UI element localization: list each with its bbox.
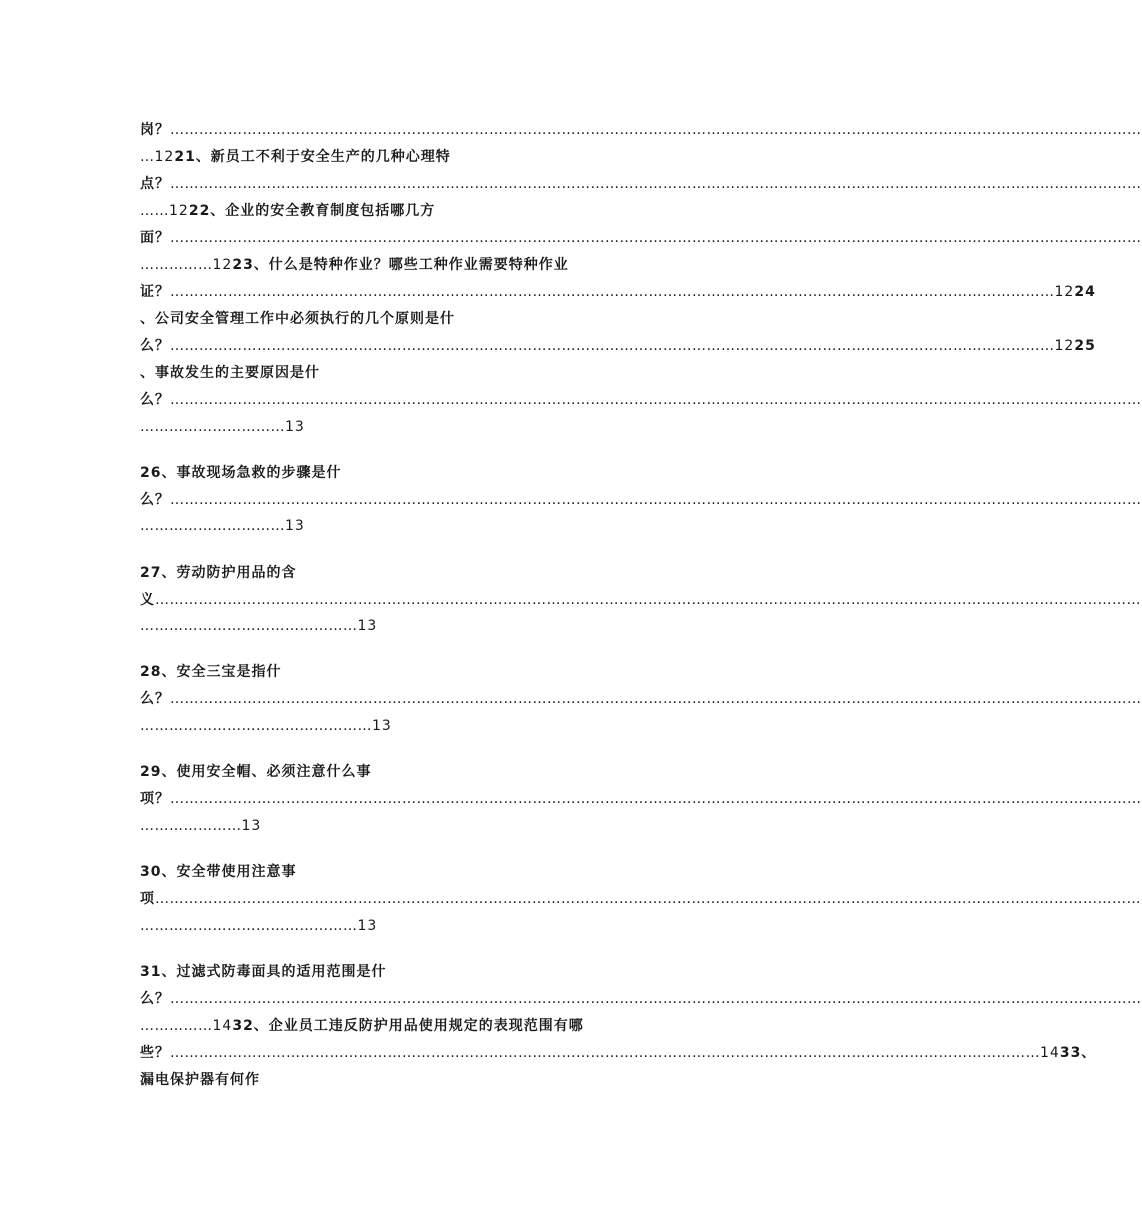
toc-title: 么？ <box>140 691 170 707</box>
toc-line[interactable] <box>140 226 1142 250</box>
toc-title: 30、安全带使用注意事 <box>140 864 297 880</box>
toc-title: 32、企业员工违反防护用品使用规定的表现范围有哪 <box>232 1018 584 1034</box>
toc-line[interactable] <box>140 1068 810 1092</box>
toc-line[interactable] <box>140 488 1142 512</box>
toc-line[interactable] <box>140 280 1096 304</box>
toc-title: 点？ <box>140 176 170 192</box>
toc-title: 证？ <box>140 284 170 300</box>
toc-dot-leader: ………………………………………………………………………………………………………………………………………………………………………………… <box>170 122 1142 138</box>
toc-title: 义 <box>140 592 155 608</box>
toc-line[interactable] <box>140 514 810 538</box>
toc-line[interactable] <box>140 415 810 439</box>
toc-page-number: 12 <box>169 203 189 219</box>
toc-line[interactable] <box>140 461 810 485</box>
toc-title: 么？ <box>140 991 170 1007</box>
toc-title: 、公司安全管理工作中必须执行的几个原则是什 <box>140 311 455 327</box>
toc-title: 23、什么是特种作业？哪些工种作业需要特种作业 <box>232 257 569 273</box>
toc-dot-leader: ………………………………………………………………………………………………………………………………………………………………………………… <box>170 176 1142 192</box>
toc-dot-leader: ………………………… <box>140 419 285 435</box>
toc-title: 岗？ <box>140 122 170 138</box>
toc-line[interactable] <box>140 914 810 938</box>
toc-dot-leader: ………………………………………………………………………………………………………………………………………………………………………………… <box>170 991 1142 1007</box>
toc-dot-leader: ……………………………………………………………………………………………………………………………………………………………… <box>170 1045 1040 1061</box>
toc-title: 22、企业的安全教育制度包括哪几方 <box>188 203 436 219</box>
toc-title: 、事故发生的主要原因是什 <box>140 365 320 381</box>
toc-line[interactable] <box>140 588 1141 612</box>
toc-line[interactable] <box>140 307 810 331</box>
toc-title: 些？ <box>140 1045 170 1061</box>
toc-title: 么？ <box>140 492 170 508</box>
toc-item-number: 33、 <box>1059 1045 1097 1061</box>
toc-page-number: 12 <box>1054 284 1075 300</box>
toc-title: 29、使用安全帽、必须注意什么事 <box>140 764 372 780</box>
toc-item-number: 25 <box>1074 338 1096 354</box>
toc-line[interactable] <box>140 614 810 638</box>
toc-title: 28、安全三宝是指什 <box>140 664 282 680</box>
toc-line[interactable] <box>140 687 1142 711</box>
toc-title: 27、劳动防护用品的含 <box>140 565 297 581</box>
toc-dot-leader: ………………… <box>140 818 242 834</box>
toc-line[interactable] <box>140 361 810 385</box>
toc-dot-leader: …………………………………………………………………………………………………………………………………………………………………………………… <box>155 891 1141 907</box>
toc-dot-leader: ………………………… <box>140 518 285 534</box>
toc-dot-leader: …………… <box>140 257 213 273</box>
toc-line[interactable] <box>140 199 810 223</box>
toc-page-number: 13 <box>357 618 378 634</box>
toc-dot-leader: …… <box>140 203 169 219</box>
toc-title: 21、新员工不利于安全生产的几种心理特 <box>174 149 451 165</box>
toc-dot-leader: …………………………………………………………………………………………………………………………………………………………………………………… <box>155 592 1141 608</box>
toc-dot-leader: ………………………………………… <box>140 718 372 734</box>
toc-title: 面？ <box>140 230 170 246</box>
toc-line[interactable] <box>140 660 810 684</box>
toc-page-number: 12 <box>1054 338 1075 354</box>
toc-line[interactable] <box>140 561 810 585</box>
toc-line[interactable] <box>140 887 1141 911</box>
toc-page-number: 13 <box>357 918 378 934</box>
toc-page-number: 14 <box>212 1018 233 1034</box>
toc-dot-leader: … <box>140 149 155 165</box>
toc-line[interactable] <box>140 1041 1097 1065</box>
toc-page-number: 14 <box>1040 1045 1060 1061</box>
toc-line[interactable] <box>140 987 1142 1011</box>
toc-dot-leader: …………… <box>140 1018 213 1034</box>
toc-line[interactable] <box>140 860 810 884</box>
toc-title: 项 <box>140 891 155 907</box>
toc-line[interactable] <box>140 118 1142 142</box>
toc-dot-leader: ……………………………………… <box>140 918 358 934</box>
toc-line[interactable] <box>140 253 810 277</box>
toc-line[interactable] <box>140 1014 810 1038</box>
toc-item-number: 24 <box>1074 284 1096 300</box>
toc-dot-leader: ………………………………………………………………………………………………………………………………………………………………… <box>170 338 1055 354</box>
toc-dot-leader: ……………………………………… <box>140 618 358 634</box>
toc-page-number: 13 <box>285 518 305 534</box>
toc-title: 26、事故现场急救的步骤是什 <box>140 465 342 481</box>
toc-line[interactable] <box>140 814 810 838</box>
toc-line[interactable] <box>140 145 810 169</box>
toc-title: 31、过滤式防毒面具的适用范围是什 <box>140 964 387 980</box>
toc-page-number: 12 <box>212 257 233 273</box>
toc-line[interactable] <box>140 388 1142 412</box>
toc-line[interactable] <box>140 760 810 784</box>
toc-dot-leader: ………………………………………………………………………………………………………………………………………………………………………………… <box>170 791 1142 807</box>
toc-title: 漏电保护器有何作 <box>140 1072 260 1088</box>
toc-dot-leader: ………………………………………………………………………………………………………………………………………………………………………………… <box>170 691 1142 707</box>
toc-page-number: 13 <box>285 419 305 435</box>
toc-dot-leader: ………………………………………………………………………………………………………………………………………………………………………………… <box>170 230 1142 246</box>
toc-dot-leader: ………………………………………………………………………………………………………………………………………………………………… <box>170 284 1055 300</box>
toc-title: 么？ <box>140 392 170 408</box>
toc-title: 项？ <box>140 791 170 807</box>
toc-line[interactable] <box>140 960 810 984</box>
toc-dot-leader: ………………………………………………………………………………………………………………………………………………………………………………… <box>170 492 1142 508</box>
toc-page-number: 12 <box>154 149 175 165</box>
toc-dot-leader: ………………………………………………………………………………………………………………………………………………………………………………… <box>170 392 1142 408</box>
toc-line[interactable] <box>140 787 1142 811</box>
toc-line[interactable] <box>140 714 810 738</box>
toc-page-number: 13 <box>241 818 262 834</box>
toc-title: 么？ <box>140 338 170 354</box>
toc-page-number: 13 <box>372 718 392 734</box>
toc-line[interactable] <box>140 334 1096 358</box>
toc-line[interactable] <box>140 172 1142 196</box>
